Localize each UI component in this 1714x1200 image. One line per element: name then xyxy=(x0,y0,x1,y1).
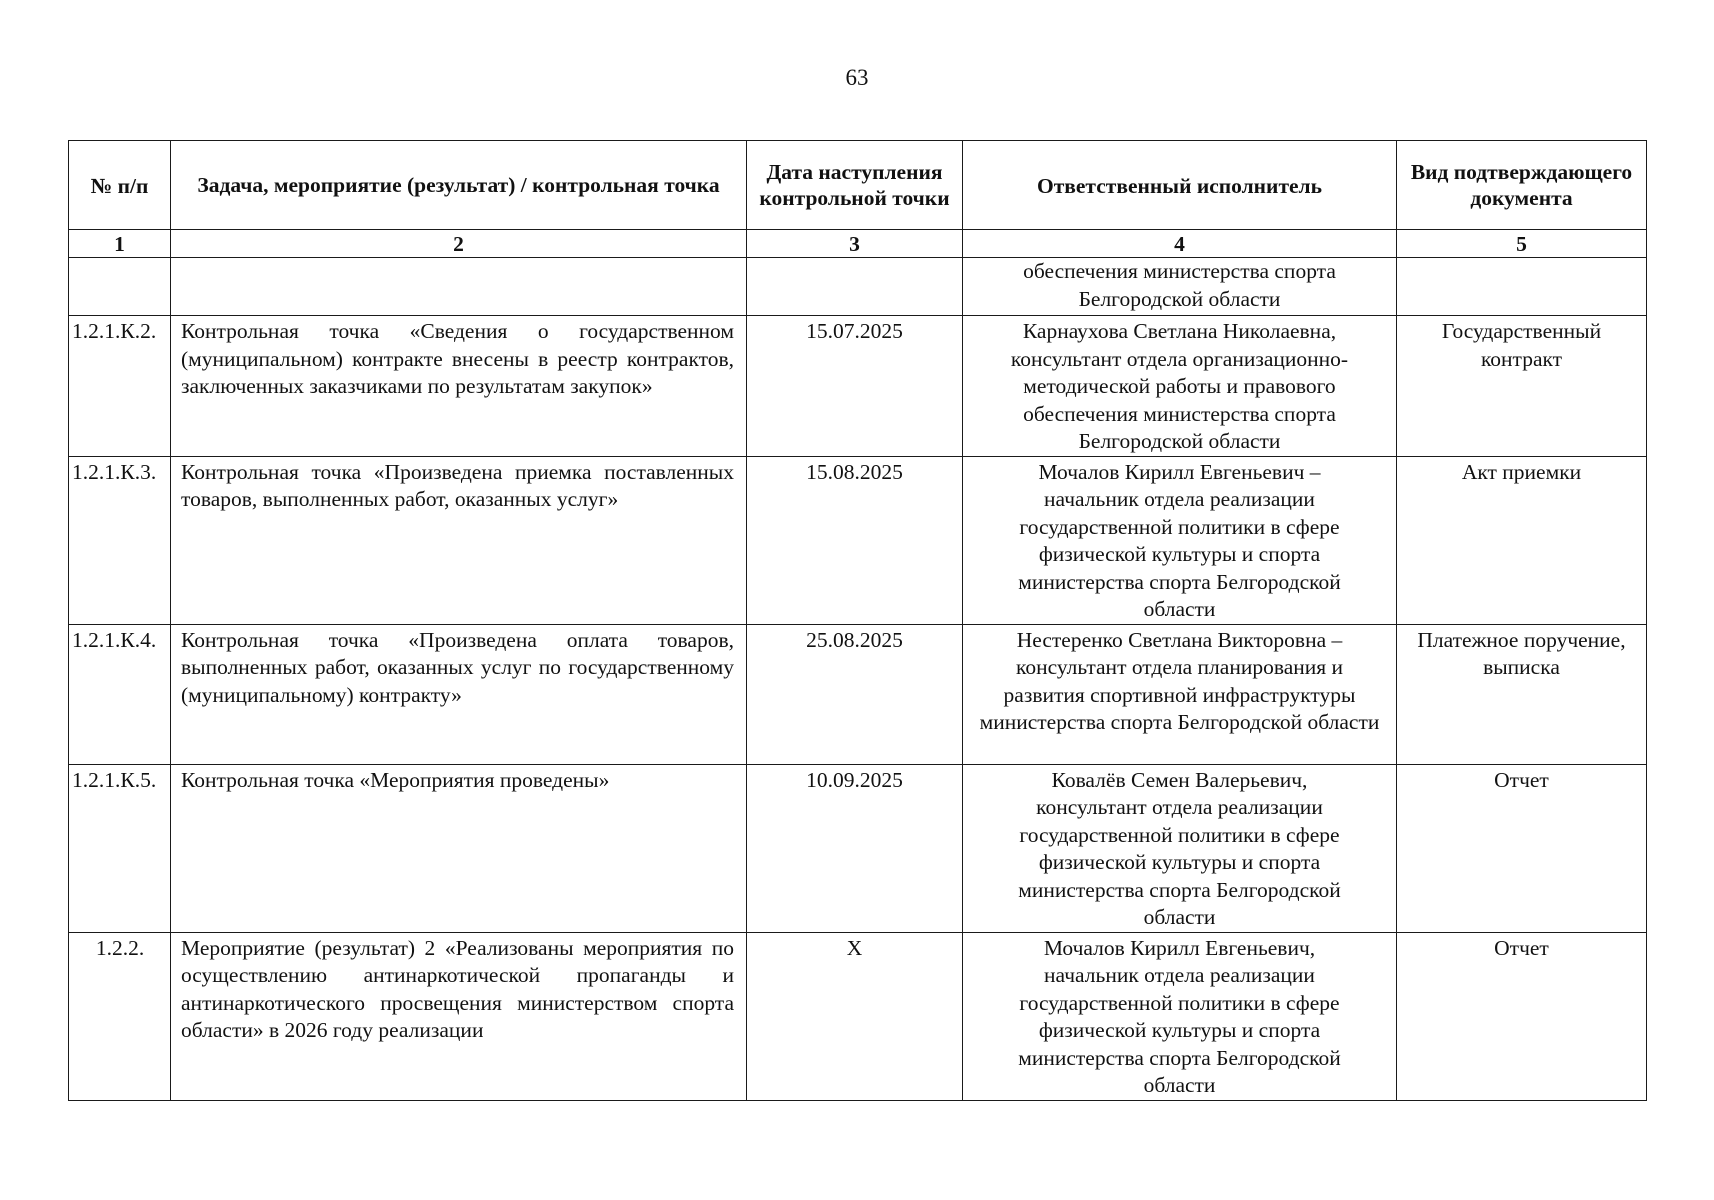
row-document: Платежное поручение, выписка xyxy=(1397,624,1647,764)
column-number: 1 xyxy=(69,230,171,258)
column-number: 2 xyxy=(171,230,747,258)
page-number: 63 xyxy=(845,65,869,90)
row-document: Государственный контракт xyxy=(1397,316,1647,457)
table-row xyxy=(69,764,1647,932)
table-row xyxy=(69,258,1647,316)
column-number: 3 xyxy=(747,230,963,258)
column-number: 4 xyxy=(963,230,1397,258)
table-header-row xyxy=(69,141,1647,230)
table-row xyxy=(69,624,1647,764)
header-task: Задача, мероприятие (результат) / контрольная точка xyxy=(171,141,747,230)
row-task: Контрольная точка «Произведена приемка поставленных товаров, выполненных работ, оказанных услуг» xyxy=(171,456,747,624)
row-number: 1.2.1.К.2. xyxy=(69,316,171,457)
table-row xyxy=(69,932,1647,1100)
row-responsible: Карнаухова Светлана Николаевна, консультант отдела организационно-методической работы и правового обеспечения министерства спорта Белгородской области xyxy=(963,316,1397,457)
row-document: Отчет xyxy=(1397,764,1647,932)
row-responsible: Мочалов Кирилл Евгеньевич, начальник отдела реализации государственной политики в сфере физической культуры и спорта министерства спорта Белгородской области xyxy=(963,932,1397,1100)
row-date: 25.08.2025 xyxy=(747,624,963,764)
row-responsible: Мочалов Кирилл Евгеньевич – начальник отдела реализации государственной политики в сфере физической культуры и спорта министерства спорта Белгородской области xyxy=(963,456,1397,624)
row-document xyxy=(1397,258,1647,316)
row-task: Контрольная точка «Мероприятия проведены» xyxy=(171,764,747,932)
row-date: 15.08.2025 xyxy=(747,456,963,624)
row-responsible: Нестеренко Светлана Викторовна – консультант отдела планирования и развития спортивной инфраструктуры министерства спорта Белгородской области xyxy=(963,624,1397,764)
row-responsible: Ковалёв Семен Валерьевич, консультант отдела реализации государственной политики в сфере физической культуры и спорта министерства спорта Белгородской области xyxy=(963,764,1397,932)
column-number: 5 xyxy=(1397,230,1647,258)
row-number: 1.2.1.К.5. xyxy=(69,764,171,932)
row-task: Контрольная точка «Произведена оплата товаров, выполненных работ, оказанных услуг по государственному (муниципальному) контракту» xyxy=(171,624,747,764)
header-num: № п/п xyxy=(69,141,171,230)
row-responsible: обеспечения министерства спорта Белгородской области xyxy=(963,258,1397,316)
header-date: Дата наступления контрольной точки xyxy=(747,141,963,230)
control-points-table xyxy=(68,140,1647,1101)
row-document: Акт приемки xyxy=(1397,456,1647,624)
row-number xyxy=(69,258,171,316)
table-row xyxy=(69,316,1647,457)
row-date: X xyxy=(747,932,963,1100)
column-number-row xyxy=(69,230,1647,258)
row-date xyxy=(747,258,963,316)
row-number: 1.2.2. xyxy=(69,932,171,1100)
header-responsible: Ответственный исполнитель xyxy=(963,141,1397,230)
row-number: 1.2.1.К.3. xyxy=(69,456,171,624)
header-document: Вид подтверждающего документа xyxy=(1397,141,1647,230)
row-document: Отчет xyxy=(1397,932,1647,1100)
row-date: 10.09.2025 xyxy=(747,764,963,932)
row-date: 15.07.2025 xyxy=(747,316,963,457)
row-task: Мероприятие (результат) 2 «Реализованы мероприятия по осуществлению антинаркотической пропаганды и антинаркотического просвещения министерством спорта области» в 2026 году реализации xyxy=(171,932,747,1100)
table-row xyxy=(69,456,1647,624)
row-task xyxy=(171,258,747,316)
row-task: Контрольная точка «Сведения о государственном (муниципальном) контракте внесены в реестр контрактов, заключенных заказчиками по результатам закупок» xyxy=(171,316,747,457)
row-number: 1.2.1.К.4. xyxy=(69,624,171,764)
